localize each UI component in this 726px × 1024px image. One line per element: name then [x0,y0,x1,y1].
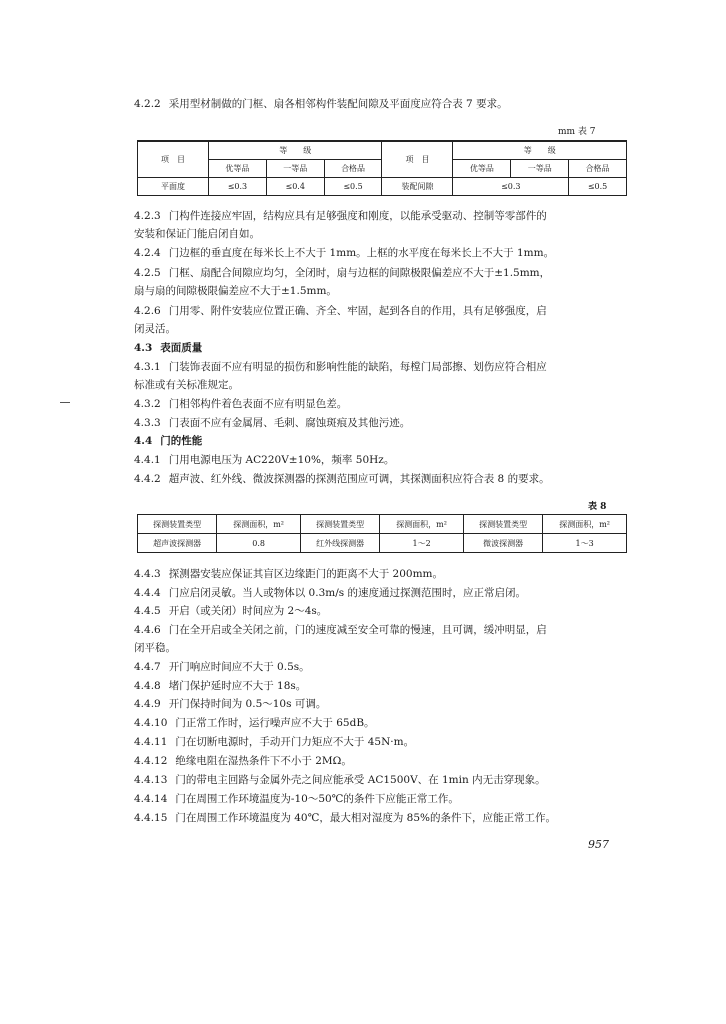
clause-4-4-2: 4.4.2 超声波、红外线、微波探测器的探测范围应可调，其探测面积应符合表 8 的要求。 [134,473,550,485]
t8-cell: 0.8 [217,534,301,553]
clause-4-4-3: 4.4.3 探测器安装应保证其盲区边缘距门的距离不大于 200mm。 [134,568,444,580]
t8-cell: 红外线探测器 [300,534,379,553]
t8-cell: 微波探测器 [463,534,542,553]
clause-4-4-6: 4.4.6 门在全开启或全关闭之前，门的速度减至安全可靠的慢速，且可调，缓冲明显，启 [134,624,547,636]
table-7 [137,140,627,196]
t8-header: 探测装置类型 [300,515,379,534]
t7-grade-3: 合格品 [324,160,382,178]
clause-4-2-6-cont: 闭灵活。 [134,323,176,335]
clause-4-3-2: 4.3.2 门相邻构件着色表面不应有明显色差。 [134,398,348,410]
clause-4-4-10: 4.4.10 门正常工作时，运行噪声应不大于 65dB。 [134,717,375,729]
clause-4-2-4: 4.2.4 门边框的垂直度在每米长上不大于 1mm。上框的水平度在每米长上不大于 1mm。 [134,247,555,259]
clause-4-2-5: 4.2.5 门框、扇配合间隙应均匀，全闭时，扇与边框的间隙极限偏差应不大于±1.5mm， [134,267,551,279]
t7-grade-2: 一等品 [266,160,324,178]
table7-caption: mm 表 7 [558,127,596,137]
clause-4-4-7: 4.4.7 开门响应时间应不大于 0.5s。 [134,661,310,673]
t7-cell: ≤0.5 [324,178,382,196]
t8-cell: 1～2 [380,534,464,553]
t7-grade-1-right: 优等品 [453,160,511,178]
t7-grade-1: 优等品 [209,160,267,178]
section-4-3-heading: 4.3 表面质量 [134,342,203,354]
t7-cell: ≤0.3 [453,178,569,196]
clause-4-2-2: 4.2.2 采用型材制做的门框、扇各相邻构件装配间隙及平面度应符合表 7 要求。 [134,98,508,110]
t8-cell: 超声波探测器 [138,534,217,553]
t8-header: 探测装置类型 [463,515,542,534]
t8-header: 探测装置类型 [138,515,217,534]
t8-header: 探测面积，m² [217,515,301,534]
t7-grade-3-right: 合格品 [569,160,627,178]
t7-cell: ≤0.3 [209,178,267,196]
clause-4-4-11: 4.4.11 门在切断电源时，手动开门力矩应不大于 45N·m。 [134,736,415,748]
t7-header-item-right: 项 目 [382,141,453,178]
clause-4-3-1-cont: 标准或有关标准规定。 [134,379,239,391]
clause-4-4-13: 4.4.13 门的带电主回路与金属外壳之间应能承受 AC1500V、在 1min 内无击穿现象。 [134,774,546,786]
clause-4-4-12: 4.4.12 绝缘电阻在湿热条件下不小于 2MΩ。 [134,755,352,767]
clause-4-3-3: 4.3.3 门表面不应有金属屑、毛刺、腐蚀斑痕及其他污迹。 [134,417,411,429]
t7-row-item-right: 装配间隙 [382,178,453,196]
clause-4-3-1: 4.3.1 门装饰表面不应有明显的损伤和影响性能的缺陷，每樘门局部擦、划伤应符合相应 [134,361,547,373]
t7-cell: ≤0.4 [266,178,324,196]
scan-mark [60,402,70,403]
clause-4-2-3: 4.2.3 门构件连接应牢固，结构应具有足够强度和刚度，以能承受驱动、控制等零部件的 [134,210,547,222]
clause-4-4-4: 4.4.4 门应启闭灵敏。当人或物体以 0.3m/s 的速度通过探测范围时，应正常启闭。 [134,587,526,599]
clause-4-2-3-cont: 安装和保证门能启闭自如。 [134,228,260,240]
table8-caption: 表 8 [588,502,607,512]
clause-4-4-5: 4.4.5 开启（或关闭）时间应为 2～4s。 [134,605,328,617]
clause-4-4-8: 4.4.8 堵门保护延时应不大于 18s。 [134,680,307,692]
t8-header: 探测面积，m² [543,515,627,534]
clause-4-4-15: 4.4.15 门在周围工作环境温度为 40℃，最大相对湿度为 85%的条件下，应能正常工作。 [134,812,557,824]
t7-row-item-left: 平面度 [138,178,209,196]
clause-4-4-9: 4.4.9 开门保持时间为 0.5～10s 可调。 [134,698,327,710]
page-number: 957 [588,838,609,851]
t7-header-grade-right: 等 级 [453,141,627,160]
clause-4-4-1: 4.4.1 门用电源电压为 AC220V±10%，频率 50Hz。 [134,454,395,466]
t8-header: 探测面积，m² [380,515,464,534]
clause-4-4-14: 4.4.14 门在周围工作环境温度为-10～50℃的条件下应能正常工作。 [134,793,459,805]
t8-cell: 1～3 [543,534,627,553]
clause-4-2-5-cont: 扇与扇的间隙极限偏差应不大于±1.5mm。 [134,285,337,297]
section-4-4-heading: 4.4 门的性能 [134,435,203,447]
t7-header-grade-left: 等 级 [209,141,382,160]
t7-cell: ≤0.5 [569,178,627,196]
t7-header-item-left: 项 目 [138,141,209,178]
clause-4-4-6-cont: 闭平稳。 [134,642,176,654]
table-8 [137,514,627,553]
t7-grade-2-right: 一等品 [511,160,569,178]
clause-4-2-6: 4.2.6 门用零、附件安装应位置正确、齐全、牢固，起到各自的作用，具有足够强度，启 [134,305,547,317]
